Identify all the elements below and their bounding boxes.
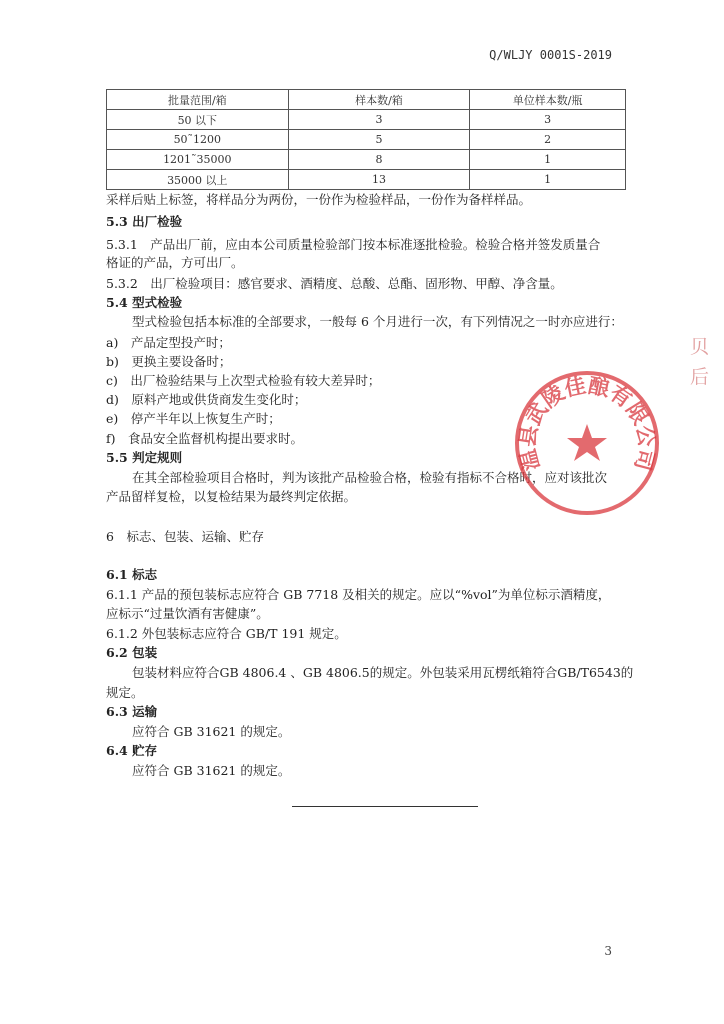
table-cell: 13 (288, 170, 470, 190)
judgement-rule-line2: 产品留样复检，以复检结果为最终判定依据。 (106, 489, 357, 504)
svg-text:温县武陵佳酿有限公司: 温县武陵佳酿有限公司 (514, 372, 660, 474)
table-row (107, 150, 626, 170)
section-6-3-heading: 6.3 运输 (106, 704, 158, 719)
judgement-rule-line1: 在其全部检验项目合格时，判为该批产品检验合格，检验有指标不合格时，应对该批次 (132, 470, 608, 485)
header-cell: 批量范围/箱 (107, 90, 289, 110)
section-6-heading: 6 标志、包装、运输、贮存 (106, 529, 264, 544)
section-6-2-heading: 6.2 包装 (106, 645, 158, 660)
list-item-d: d) 原料产地或供货商发生变化时； (106, 392, 307, 407)
list-item-a: a) 产品定型投产时； (106, 335, 231, 350)
sampling-table (106, 89, 626, 190)
list-item-e: e) 停产半年以上恢复生产时； (106, 411, 281, 426)
section-5-5-heading: 5.5 判定规则 (106, 450, 183, 465)
clause-6-1-1-line2: 应标示“过量饮酒有害健康”。 (106, 606, 269, 621)
table-cell: 8 (288, 150, 470, 170)
type-test-intro: 型式检验包括本标准的全部要求，一般每 6 个月进行一次，有下列情况之一时亦应进行： (132, 314, 623, 329)
section-5-3-heading: 5.3 出厂检验 (106, 214, 183, 229)
clause-5-3-1-line1: 5.3.1 产品出厂前，应由本公司质量检验部门按本标准逐批检验。检验合格并签发质量合 (106, 237, 601, 252)
clause-5-3-1-line2: 格证的产品，方可出厂。 (106, 255, 244, 270)
clause-5-3-2: 5.3.2 出厂检验项目：感官要求、酒精度、总酸、总酯、固形物、甲醇、净含量。 (106, 276, 563, 291)
header-cell: 样本数/箱 (288, 90, 470, 110)
end-rule (292, 806, 478, 807)
table-row (107, 170, 626, 190)
table-cell: 2 (470, 130, 626, 150)
table-cell: 1 (470, 170, 626, 190)
table-cell: 3 (288, 110, 470, 130)
table-cell: 1 (470, 150, 626, 170)
table-row (107, 130, 626, 150)
section-6-4-heading: 6.4 贮存 (106, 743, 158, 758)
transport-text: 应符合 GB 31621 的规定。 (132, 724, 291, 739)
table-cell: 50 以下 (107, 110, 289, 130)
list-item-b: b) 更换主要设备时； (106, 354, 232, 369)
section-6-1-heading: 6.1 标志 (106, 567, 158, 582)
packaging-line2: 规定。 (106, 685, 144, 700)
packaging-line1: 包装材料应符合GB 4806.4 、GB 4806.5的规定。外包装采用瓦楞纸箱符合GB/T6543的 (132, 665, 634, 680)
table-header-row (107, 90, 626, 110)
page-number: 3 (604, 944, 612, 958)
table-cell: 1201˜35000 (107, 150, 289, 170)
section-5-4-heading: 5.4 型式检验 (106, 295, 183, 310)
table-cell: 3 (470, 110, 626, 130)
clause-6-1-1-line1: 6.1.1 产品的预包装标志应符合 GB 7718 及相关的规定。应以“%vol”为单位标示酒精度， (106, 587, 611, 602)
standard-number: Q/WLJY 0001S-2019 (489, 48, 612, 62)
table-cell: 50˜1200 (107, 130, 289, 150)
sampling-note: 采样后贴上标签，将样品分为两份，一份作为检验样品，一份作为备样样品。 (106, 192, 532, 207)
edge-seal-fragment: 贝 后 (690, 336, 712, 388)
company-seal-stamp (512, 368, 662, 518)
header-cell: 单位样本数/瓶 (470, 90, 626, 110)
list-item-f: f) 食品安全监督机构提出要求时。 (106, 431, 304, 446)
list-item-c: c) 出厂检验结果与上次型式检验有较大差异时； (106, 373, 381, 388)
clause-6-1-2: 6.1.2 外包装标志应符合 GB/T 191 规定。 (106, 626, 347, 641)
table-cell: 35000 以上 (107, 170, 289, 190)
table-cell: 5 (288, 130, 470, 150)
storage-text: 应符合 GB 31621 的规定。 (132, 763, 291, 778)
table-row (107, 110, 626, 130)
